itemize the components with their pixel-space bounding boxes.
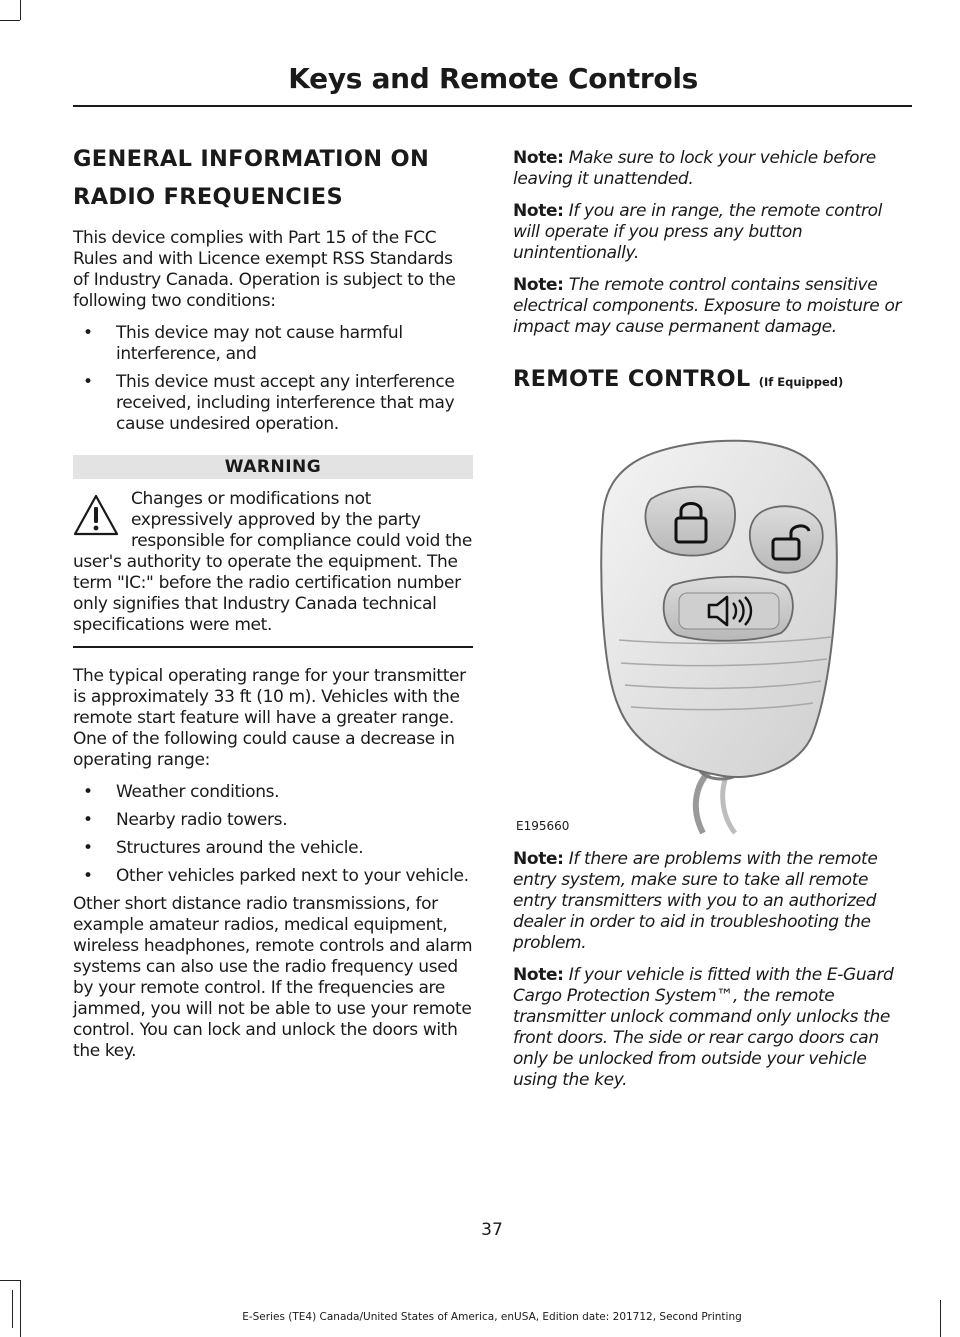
range-factors-list bbox=[73, 782, 473, 887]
left-column bbox=[73, 140, 473, 1073]
note-in-range bbox=[513, 201, 906, 264]
note-lock-vehicle bbox=[513, 148, 906, 190]
note-label: Note: bbox=[513, 275, 564, 295]
page-header-title: Keys and Remote Controls bbox=[288, 62, 698, 95]
heading-line-1: GENERAL INFORMATION ON bbox=[73, 146, 430, 172]
page-number: 37 bbox=[481, 1220, 503, 1240]
warning-triangle-icon bbox=[73, 493, 119, 537]
panic-button bbox=[664, 577, 793, 641]
section-heading-radio bbox=[73, 140, 473, 216]
note-troubleshooting bbox=[513, 849, 906, 954]
list-item: • Nearby radio towers. bbox=[73, 810, 473, 831]
note-text: If you are in range, the remote control will operate if you press any button unintentionally. bbox=[513, 201, 883, 263]
list-item: • This device must accept any interference received, including interference that may cause undesired operation. bbox=[73, 372, 473, 435]
note-text: The remote control contains sensitive electrical components. Exposure to moisture or impact may cause permanent damage. bbox=[513, 275, 902, 337]
figure-id-label: E195660 bbox=[516, 819, 570, 833]
intro-paragraph: This device complies with Part 15 of the FCC Rules and with Licence exempt RSS Standards of Industry Canada. Operation is subject to the following two conditions: bbox=[73, 228, 456, 311]
crop-mark-bottom-left-v bbox=[20, 1280, 21, 1337]
unlock-button bbox=[750, 506, 823, 573]
header-rule bbox=[73, 105, 912, 107]
closing-paragraph: Other short distance radio transmissions, for example amateur radios, medical equipment, wireless headphones, remote controls and alarm systems can also use the radio frequency used by your remote control. If the frequencies are jammed, you will not be able to use your remote control. You can lock and unlock the doors with the key. bbox=[73, 894, 473, 1061]
crop-mark-top-left-v bbox=[20, 0, 21, 20]
heading-line-2: RADIO FREQUENCIES bbox=[73, 184, 343, 210]
right-column bbox=[513, 148, 906, 1102]
remote-fob-illustration bbox=[513, 415, 906, 835]
warning-box bbox=[73, 479, 473, 648]
list-item: • Other vehicles parked next to your vehicle. bbox=[73, 866, 473, 887]
remote-heading: REMOTE CONTROL bbox=[513, 366, 751, 392]
conditions-list bbox=[73, 323, 473, 435]
crop-mark-bottom-left bbox=[0, 1280, 20, 1281]
note-text: If there are problems with the remote entry system, make sure to take all remote entry transmitters with you to an authorized dealer in order to aid in troubleshooting the problem. bbox=[513, 849, 878, 953]
note-e-guard bbox=[513, 965, 906, 1091]
lock-button bbox=[645, 487, 735, 556]
warning-text: Changes or modifications not expressively approved by the party responsible for compliance could void the user's authority to operate the equipment. The term "IC:" before the radio certification number only signifies that Industry Canada technical specifications were met. bbox=[73, 489, 472, 635]
note-text: Make sure to lock your vehicle before leaving it unattended. bbox=[513, 148, 876, 189]
note-label: Note: bbox=[513, 148, 564, 168]
note-label: Note: bbox=[513, 849, 564, 869]
note-text: If your vehicle is fitted with the E-Guard Cargo Protection System™, the remote transmitter unlock command only unlocks the front doors. The side or rear cargo doors can only be unlocked from outside your vehicle using the key. bbox=[513, 965, 894, 1090]
list-item: • This device may not cause harmful interference, and bbox=[73, 323, 473, 365]
note-label: Note: bbox=[513, 965, 564, 985]
list-item: • Weather conditions. bbox=[73, 782, 473, 803]
note-label: Note: bbox=[513, 201, 564, 221]
if-equipped-label: (If Equipped) bbox=[758, 375, 844, 389]
page-footer: E-Series (TE4) Canada/United States of America, enUSA, Edition date: 201712, Second Printing bbox=[242, 1311, 742, 1323]
section-heading-remote bbox=[513, 360, 906, 401]
warning-label: WARNING bbox=[73, 455, 473, 479]
crop-mark-top-left bbox=[0, 20, 20, 21]
range-paragraph: The typical operating range for your transmitter is approximately 33 ft (10 m). Vehicles with the remote start feature will have a greater range. One of the following could cause a decrease in operating range: bbox=[73, 666, 466, 770]
remote-control-figure bbox=[513, 415, 906, 835]
list-item: • Structures around the vehicle. bbox=[73, 838, 473, 859]
note-sensitive bbox=[513, 275, 906, 338]
